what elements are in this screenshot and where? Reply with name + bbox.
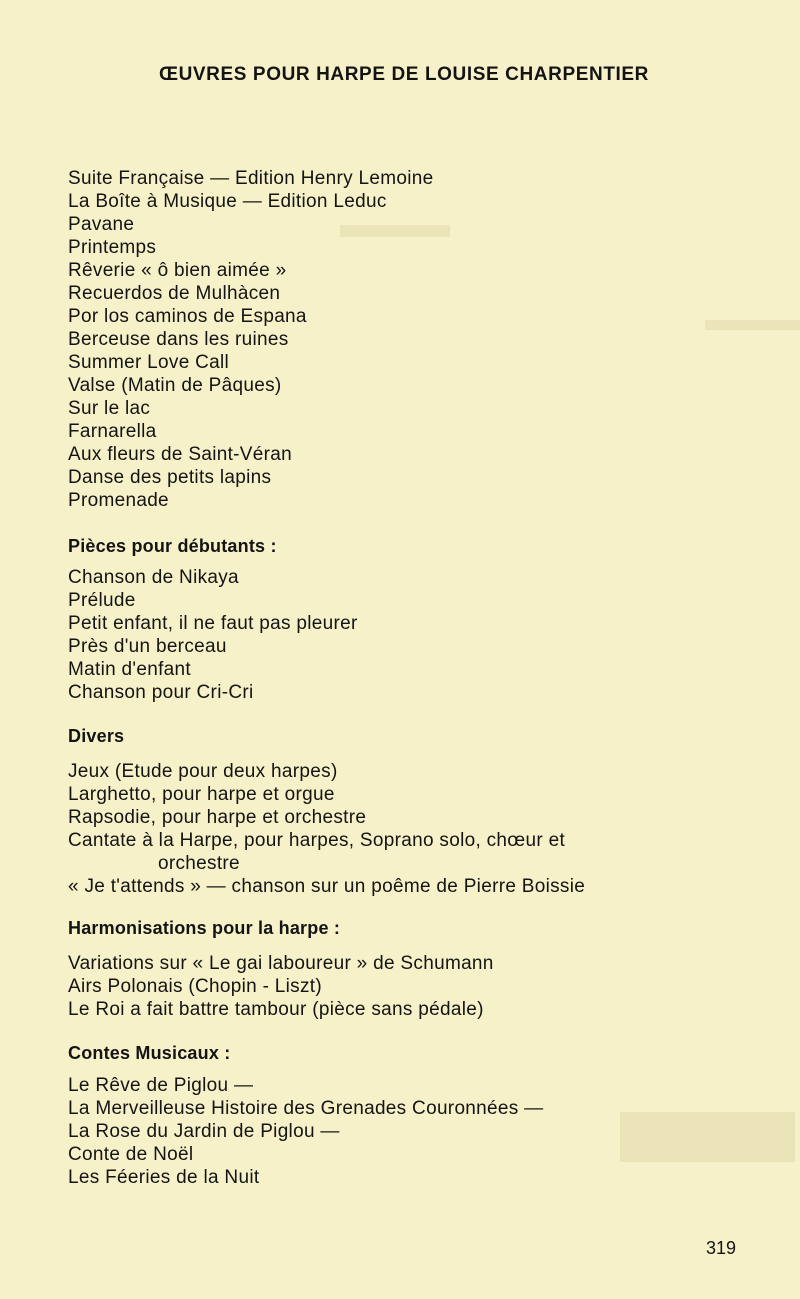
list-item: Larghetto, pour harpe et orgue [68, 784, 335, 805]
list-item: Rêverie « ô bien aimée » [68, 260, 287, 281]
list-item: La Rose du Jardin de Piglou — [68, 1121, 340, 1142]
page-title: ŒUVRES POUR HARPE DE LOUISE CHARPENTIER [158, 64, 649, 85]
section-heading-contes: Contes Musicaux : [68, 1043, 231, 1063]
list-item: Danse des petits lapins [68, 467, 272, 488]
show-through-smudge [705, 320, 800, 330]
page-number: 319 [706, 1238, 737, 1258]
list-item: Suite Française — Edition Henry Lemoine [68, 168, 434, 189]
show-through-smudge [620, 1112, 795, 1162]
list-item: Chanson de Nikaya [68, 567, 239, 588]
list-item: Por los caminos de Espana [68, 306, 307, 327]
list-item: Variations sur « Le gai laboureur » de Schumann [68, 953, 494, 974]
list-item: Les Féeries de la Nuit [68, 1167, 260, 1188]
works-list [68, 167, 433, 512]
list-item: Farnarella [68, 421, 157, 442]
list-item: « Je t'attends » — chanson sur un poême de Pierre Boissie [68, 876, 586, 897]
divers-list [68, 760, 585, 898]
list-item: Prélude [68, 590, 136, 611]
list-item: Le Rêve de Piglou — [68, 1075, 254, 1096]
list-item: Rapsodie, pour harpe et orchestre [68, 807, 367, 828]
list-item: Matin d'enfant [68, 659, 191, 680]
list-item: Conte de Noël [68, 1144, 194, 1165]
list-item: Pavane [68, 214, 135, 235]
list-item: Summer Love Call [68, 352, 230, 373]
list-item-continuation: orchestre [158, 853, 240, 874]
list-item: Le Roi a fait battre tambour (pièce sans pédale) [68, 999, 484, 1020]
list-item: Promenade [68, 490, 169, 511]
list-item: Cantate à la Harpe, pour harpes, Soprano solo, chœur et [68, 830, 566, 851]
list-item: Près d'un berceau [68, 636, 227, 657]
contes-list [68, 1074, 543, 1189]
list-item: Airs Polonais (Chopin - Liszt) [68, 976, 322, 997]
section-heading-divers: Divers [68, 726, 125, 746]
list-item: Sur le lac [68, 398, 151, 419]
debutants-list [68, 566, 358, 704]
section-heading-harmonisations: Harmonisations pour la harpe : [68, 918, 341, 938]
list-item: Jeux (Etude pour deux harpes) [68, 761, 338, 782]
list-item: Petit enfant, il ne faut pas pleurer [68, 613, 358, 634]
harmonisations-list [68, 952, 494, 1021]
list-item: Printemps [68, 237, 157, 258]
list-item: Berceuse dans les ruines [68, 329, 289, 350]
section-heading-debutants: Pièces pour débutants : [68, 536, 277, 556]
list-item: Chanson pour Cri-Cri [68, 682, 254, 703]
list-item: La Boîte à Musique — Edition Leduc [68, 191, 387, 212]
list-item: Aux fleurs de Saint-Véran [68, 444, 293, 465]
list-item: La Merveilleuse Histoire des Grenades Couronnées — [68, 1098, 544, 1119]
list-item: Recuerdos de Mulhàcen [68, 283, 281, 304]
list-item: Valse (Matin de Pâques) [68, 375, 282, 396]
